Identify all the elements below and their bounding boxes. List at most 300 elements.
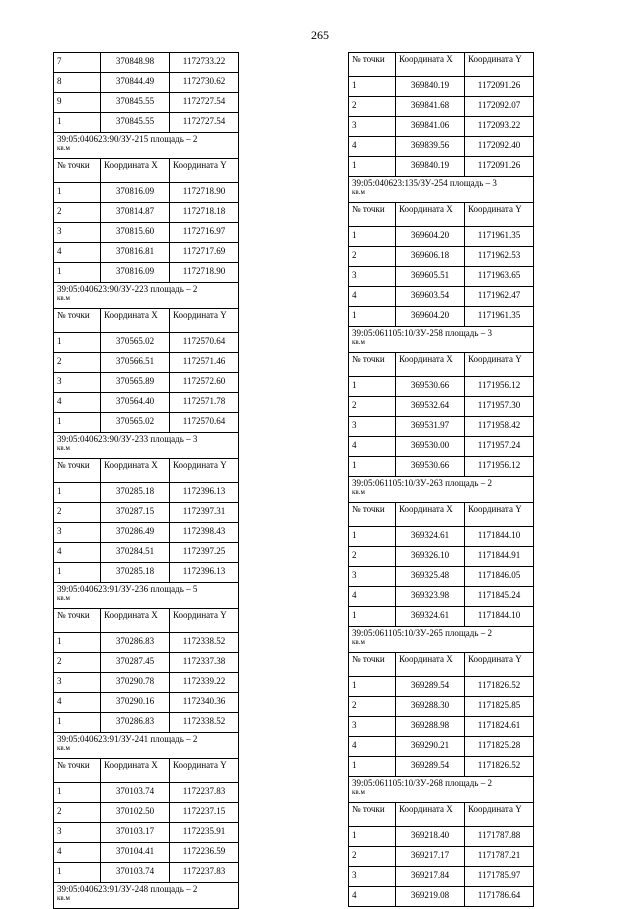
coordinate-y-header: Координата Y — [170, 309, 239, 333]
coordinate-y-cell: 1172571.78 — [170, 393, 239, 413]
coordinate-x-cell: 370848.98 — [101, 53, 170, 73]
coordinate-y-header: Координата Y — [170, 759, 239, 783]
header-row — [54, 459, 239, 483]
point-number-cell: 4 — [54, 693, 101, 713]
coordinate-y-cell: 1172733.22 — [170, 53, 239, 73]
point-number-header: № точки — [54, 159, 101, 183]
coordinate-y-header: Координата Y — [465, 653, 534, 677]
coordinate-y-cell: 1172093.22 — [465, 117, 534, 137]
table-row — [54, 243, 239, 263]
coordinate-y-cell: 1172717.69 — [170, 243, 239, 263]
coordinate-x-cell: 369326.10 — [396, 547, 465, 567]
point-number-cell: 1 — [349, 607, 396, 627]
coordinate-x-cell: 369323.98 — [396, 587, 465, 607]
table-row — [349, 847, 534, 867]
plot-title-row — [54, 433, 239, 459]
coordinate-y-cell: 1171963.65 — [465, 267, 534, 287]
coordinate-x-cell: 369289.54 — [396, 677, 465, 697]
point-number-cell: 1 — [54, 783, 101, 803]
table-row — [349, 267, 534, 287]
plot-title-cell — [54, 133, 239, 159]
table-row — [349, 867, 534, 887]
coordinate-x-cell: 369603.54 — [396, 287, 465, 307]
point-number-cell: 2 — [54, 353, 101, 373]
point-number-cell: 3 — [349, 267, 396, 287]
coordinate-x-cell: 370285.18 — [101, 483, 170, 503]
point-number-cell: 3 — [349, 867, 396, 887]
coordinate-x-cell: 370103.17 — [101, 823, 170, 843]
plot-title-cell — [349, 627, 534, 653]
point-number-cell: 2 — [54, 803, 101, 823]
point-number-cell: 1 — [349, 677, 396, 697]
coordinate-y-cell: 1172730.62 — [170, 73, 239, 93]
table-row — [349, 97, 534, 117]
table-row — [54, 693, 239, 713]
coordinate-x-cell: 370565.89 — [101, 373, 170, 393]
coordinate-y-cell: 1171787.88 — [465, 827, 534, 847]
coordinate-y-cell: 1172397.25 — [170, 543, 239, 563]
table-row — [54, 823, 239, 843]
point-number-header: № точки — [349, 653, 396, 677]
coordinate-y-header: Координата Y — [465, 53, 534, 77]
plot-title-row — [54, 133, 239, 159]
coordinate-y-cell: 1172092.07 — [465, 97, 534, 117]
coordinate-x-cell: 370564.40 — [101, 393, 170, 413]
coordinate-x-cell: 369288.30 — [396, 697, 465, 717]
plot-title-row — [349, 627, 534, 653]
plot-title-row — [349, 327, 534, 353]
plot-title: 39:05:061105:10/ЗУ-258 площадь – 3 — [352, 328, 492, 338]
point-number-cell: 1 — [54, 863, 101, 883]
plot-title-cell — [349, 327, 534, 353]
coordinate-x-cell: 370566.51 — [101, 353, 170, 373]
table-row — [54, 543, 239, 563]
coordinate-x-cell: 369841.68 — [396, 97, 465, 117]
plot-title: 39:05:040623:135/ЗУ-254 площадь – 3 — [352, 178, 497, 188]
header-row — [54, 159, 239, 183]
area-unit: кв.м — [57, 744, 70, 752]
point-number-header: № точки — [54, 309, 101, 333]
area-unit: кв.м — [57, 294, 70, 302]
plot-title: 39:05:040623:91/ЗУ-248 площадь – 2 — [57, 884, 198, 894]
table-row — [349, 397, 534, 417]
area-unit: кв.м — [352, 638, 365, 646]
header-row — [349, 203, 534, 227]
coordinate-y-cell: 1171826.52 — [465, 757, 534, 777]
plot-title-cell — [54, 283, 239, 309]
point-number-cell: 1 — [54, 263, 101, 283]
table-row — [349, 377, 534, 397]
table-row — [349, 437, 534, 457]
table-row — [349, 77, 534, 97]
table-row — [349, 827, 534, 847]
area-unit: кв.м — [57, 444, 70, 452]
coordinate-y-cell: 1172338.52 — [170, 713, 239, 733]
point-number-header: № точки — [54, 459, 101, 483]
point-number-cell: 1 — [349, 377, 396, 397]
table-row — [349, 227, 534, 247]
point-number-cell: 1 — [54, 113, 101, 133]
table-row — [349, 757, 534, 777]
point-number-cell: 1 — [54, 183, 101, 203]
plot-title: 39:05:040623:91/ЗУ-236 площадь – 5 — [57, 584, 198, 594]
area-unit: кв.м — [352, 488, 365, 496]
coordinate-y-header: Координата Y — [465, 353, 534, 377]
plot-title-row — [349, 177, 534, 203]
header-row — [54, 609, 239, 633]
coordinate-y-cell: 1171957.24 — [465, 437, 534, 457]
coordinate-x-cell: 369531.97 — [396, 417, 465, 437]
coordinate-y-cell: 1172570.64 — [170, 413, 239, 433]
coordinate-y-cell: 1172718.90 — [170, 183, 239, 203]
point-number-cell: 2 — [54, 203, 101, 223]
table-row — [349, 417, 534, 437]
plot-title: 39:05:040623:91/ЗУ-241 площадь – 2 — [57, 734, 198, 744]
coordinate-x-cell: 370816.81 — [101, 243, 170, 263]
coordinate-x-cell: 369605.51 — [396, 267, 465, 287]
table-row — [349, 737, 534, 757]
coordinate-y-cell: 1171961.35 — [465, 227, 534, 247]
table-row — [54, 113, 239, 133]
plot-title-cell — [349, 777, 534, 803]
coordinate-y-cell: 1171825.28 — [465, 737, 534, 757]
plot-title-row — [54, 583, 239, 609]
table-row — [54, 673, 239, 693]
table-row — [54, 843, 239, 863]
area-unit: кв.м — [352, 188, 365, 196]
coordinate-x-header: Координата X — [101, 309, 170, 333]
table-row — [349, 287, 534, 307]
point-number-cell: 2 — [349, 547, 396, 567]
coordinate-y-cell: 1172397.31 — [170, 503, 239, 523]
table-row — [54, 353, 239, 373]
coordinate-y-cell: 1171962.47 — [465, 287, 534, 307]
point-number-cell: 4 — [349, 437, 396, 457]
coordinate-y-cell: 1172398.43 — [170, 523, 239, 543]
coordinate-y-cell: 1172235.91 — [170, 823, 239, 843]
plot-title-row — [349, 777, 534, 803]
table-row — [349, 887, 534, 907]
area-unit: кв.м — [57, 594, 70, 602]
coordinate-x-cell: 369290.21 — [396, 737, 465, 757]
point-number-cell: 1 — [349, 77, 396, 97]
coordinate-y-cell: 1172092.40 — [465, 137, 534, 157]
coordinate-y-cell: 1172091.26 — [465, 77, 534, 97]
coordinate-x-header: Координата X — [396, 53, 465, 77]
coordinate-y-cell: 1172396.13 — [170, 483, 239, 503]
coordinate-x-cell: 370102.50 — [101, 803, 170, 823]
table-row — [54, 203, 239, 223]
table-row — [349, 247, 534, 267]
coordinate-y-cell: 1171786.64 — [465, 887, 534, 907]
table-row — [349, 137, 534, 157]
coordinate-y-cell: 1172339.22 — [170, 673, 239, 693]
coordinate-y-cell: 1172340.36 — [170, 693, 239, 713]
coordinate-y-cell: 1171846.05 — [465, 567, 534, 587]
coordinate-y-cell: 1171825.85 — [465, 697, 534, 717]
point-number-cell: 4 — [54, 543, 101, 563]
plot-title-cell — [54, 583, 239, 609]
coordinate-y-cell: 1172237.83 — [170, 863, 239, 883]
point-number-cell: 4 — [349, 737, 396, 757]
table-row — [54, 653, 239, 673]
coordinate-x-header: Координата X — [396, 503, 465, 527]
coordinate-y-cell: 1172396.13 — [170, 563, 239, 583]
table-row — [54, 563, 239, 583]
coordinate-y-cell: 1171958.42 — [465, 417, 534, 437]
coordinate-x-cell: 369217.17 — [396, 847, 465, 867]
table-row — [349, 567, 534, 587]
coordinate-x-cell: 370844.49 — [101, 73, 170, 93]
coordinate-y-cell: 1172727.54 — [170, 113, 239, 133]
point-number-cell: 4 — [349, 137, 396, 157]
table-row — [54, 413, 239, 433]
coordinate-x-cell: 369289.54 — [396, 757, 465, 777]
table-row — [54, 863, 239, 883]
coordinate-x-cell: 370816.09 — [101, 183, 170, 203]
coordinate-y-cell: 1171844.10 — [465, 527, 534, 547]
point-number-cell: 1 — [54, 483, 101, 503]
point-number-cell: 1 — [349, 307, 396, 327]
coordinate-x-header: Координата X — [101, 759, 170, 783]
plot-title: 39:05:040623:90/ЗУ-223 площадь – 2 — [57, 284, 198, 294]
coordinate-y-header: Координата Y — [170, 609, 239, 633]
coordinate-x-cell: 370814.87 — [101, 203, 170, 223]
coordinate-x-cell: 370286.83 — [101, 633, 170, 653]
point-number-cell: 3 — [54, 223, 101, 243]
header-row — [349, 503, 534, 527]
coordinate-y-cell: 1172572.60 — [170, 373, 239, 393]
point-number-header: № точки — [349, 353, 396, 377]
coordinate-y-cell: 1171956.12 — [465, 457, 534, 477]
table-row — [349, 457, 534, 477]
coordinate-x-cell: 370103.74 — [101, 783, 170, 803]
point-number-cell: 1 — [54, 333, 101, 353]
point-number-cell: 1 — [349, 527, 396, 547]
coordinate-x-cell: 370565.02 — [101, 413, 170, 433]
point-number-cell: 1 — [349, 827, 396, 847]
coordinate-y-cell: 1172338.52 — [170, 633, 239, 653]
point-number-cell: 2 — [349, 97, 396, 117]
plot-title-row — [349, 477, 534, 503]
table-row — [54, 393, 239, 413]
coordinate-x-cell: 369325.48 — [396, 567, 465, 587]
coordinate-y-cell: 1172571.46 — [170, 353, 239, 373]
page-number: 265 — [311, 28, 329, 42]
coordinate-y-cell: 1171961.35 — [465, 307, 534, 327]
coordinate-y-cell: 1172727.54 — [170, 93, 239, 113]
coordinate-x-cell: 370104.41 — [101, 843, 170, 863]
table-row — [349, 697, 534, 717]
point-number-cell: 3 — [349, 567, 396, 587]
table-row — [54, 223, 239, 243]
point-number-cell: 1 — [54, 713, 101, 733]
point-number-cell: 2 — [54, 503, 101, 523]
table-row — [54, 783, 239, 803]
point-number-header: № точки — [54, 759, 101, 783]
coordinate-x-cell: 369217.84 — [396, 867, 465, 887]
left-column — [53, 52, 231, 909]
table-row — [349, 117, 534, 137]
coordinate-x-cell: 370287.45 — [101, 653, 170, 673]
point-number-cell: 2 — [349, 397, 396, 417]
coordinate-y-cell: 1171844.10 — [465, 607, 534, 627]
coordinate-y-cell: 1172337.38 — [170, 653, 239, 673]
point-number-cell: 3 — [54, 673, 101, 693]
coordinate-x-cell: 369532.64 — [396, 397, 465, 417]
coordinate-x-cell: 369530.66 — [396, 457, 465, 477]
coordinate-y-header: Координата Y — [170, 459, 239, 483]
coordinate-x-cell: 369839.56 — [396, 137, 465, 157]
coordinate-x-cell: 370815.60 — [101, 223, 170, 243]
plot-title-row — [54, 283, 239, 309]
point-number-cell: 3 — [349, 717, 396, 737]
coordinate-y-cell: 1171785.97 — [465, 867, 534, 887]
point-number-cell: 1 — [349, 157, 396, 177]
plot-title-cell — [349, 477, 534, 503]
coordinate-y-cell: 1171957.30 — [465, 397, 534, 417]
coordinate-x-header: Координата X — [101, 459, 170, 483]
plot-title: 39:05:061105:10/ЗУ-268 площадь – 2 — [352, 778, 492, 788]
table-row — [349, 547, 534, 567]
coordinate-x-header: Координата X — [396, 803, 465, 827]
point-number-header: № точки — [54, 609, 101, 633]
coordinate-x-cell: 369530.66 — [396, 377, 465, 397]
table-row — [54, 73, 239, 93]
coordinate-y-cell: 1172237.83 — [170, 783, 239, 803]
table-row — [349, 717, 534, 737]
point-number-header: № точки — [349, 203, 396, 227]
point-number-cell: 2 — [349, 247, 396, 267]
coordinate-x-cell: 370286.49 — [101, 523, 170, 543]
coordinate-y-cell: 1171844.91 — [465, 547, 534, 567]
coordinate-x-cell: 370290.16 — [101, 693, 170, 713]
point-number-header: № точки — [349, 803, 396, 827]
coordinate-x-cell: 370286.83 — [101, 713, 170, 733]
point-number-cell: 1 — [54, 633, 101, 653]
coordinate-x-cell: 370845.55 — [101, 93, 170, 113]
area-unit: кв.м — [352, 788, 365, 796]
coordinate-x-cell: 370816.09 — [101, 263, 170, 283]
table-row — [54, 633, 239, 653]
table-row — [54, 523, 239, 543]
header-row — [349, 653, 534, 677]
plot-title-cell — [54, 733, 239, 759]
point-number-cell: 4 — [54, 393, 101, 413]
coordinate-x-cell: 370845.55 — [101, 113, 170, 133]
point-number-cell: 3 — [54, 373, 101, 393]
point-number-cell: 2 — [54, 653, 101, 673]
coordinate-y-cell: 1172237.15 — [170, 803, 239, 823]
header-row — [349, 53, 534, 77]
table-row — [349, 587, 534, 607]
coordinate-x-cell: 369604.20 — [396, 227, 465, 247]
table-row — [54, 53, 239, 73]
plot-title-cell — [54, 433, 239, 459]
coordinate-x-header: Координата X — [396, 353, 465, 377]
table-row — [54, 803, 239, 823]
coordinate-x-header: Координата X — [396, 203, 465, 227]
table-row — [54, 483, 239, 503]
coordinate-y-cell: 1171962.53 — [465, 247, 534, 267]
point-number-cell: 9 — [54, 93, 101, 113]
point-number-header: № точки — [349, 503, 396, 527]
area-unit: кв.м — [57, 144, 70, 152]
point-number-cell: 7 — [54, 53, 101, 73]
coordinate-x-cell: 369324.61 — [396, 607, 465, 627]
coordinate-y-cell: 1172716.97 — [170, 223, 239, 243]
coordinate-y-cell: 1172570.64 — [170, 333, 239, 353]
coordinate-y-cell: 1172718.90 — [170, 263, 239, 283]
coordinate-x-cell: 369841.06 — [396, 117, 465, 137]
table-row — [54, 263, 239, 283]
table-row — [349, 307, 534, 327]
table-row — [54, 713, 239, 733]
header-row — [349, 353, 534, 377]
table-row — [54, 93, 239, 113]
coordinate-y-cell: 1171845.24 — [465, 587, 534, 607]
coordinate-y-header: Координата Y — [170, 159, 239, 183]
point-number-cell: 4 — [349, 887, 396, 907]
table-row — [349, 527, 534, 547]
coordinate-y-cell: 1171824.61 — [465, 717, 534, 737]
header-row — [54, 759, 239, 783]
coordinate-x-cell: 369604.20 — [396, 307, 465, 327]
coordinate-x-cell: 369530.00 — [396, 437, 465, 457]
table-row — [54, 503, 239, 523]
coordinate-y-cell: 1172091.26 — [465, 157, 534, 177]
coordinate-x-header: Координата X — [396, 653, 465, 677]
coordinate-x-header: Координата X — [101, 609, 170, 633]
coordinates-table-right — [348, 52, 534, 907]
coordinate-x-cell: 369840.19 — [396, 157, 465, 177]
point-number-cell: 1 — [349, 757, 396, 777]
point-number-cell: 4 — [349, 587, 396, 607]
coordinate-y-cell: 1171787.21 — [465, 847, 534, 867]
point-number-cell: 1 — [54, 563, 101, 583]
coordinate-x-header: Координата X — [101, 159, 170, 183]
coordinate-x-cell: 369288.98 — [396, 717, 465, 737]
coordinate-x-cell: 370285.18 — [101, 563, 170, 583]
point-number-cell: 3 — [54, 523, 101, 543]
point-number-cell: 4 — [54, 243, 101, 263]
area-unit: кв.м — [352, 338, 365, 346]
area-unit: кв.м — [57, 894, 70, 902]
right-column — [348, 52, 526, 907]
coordinate-x-cell: 369840.19 — [396, 77, 465, 97]
point-number-cell: 3 — [349, 117, 396, 137]
point-number-cell: 4 — [54, 843, 101, 863]
header-row — [54, 309, 239, 333]
point-number-cell: 2 — [349, 847, 396, 867]
coordinate-y-header: Координата Y — [465, 503, 534, 527]
point-number-cell: 3 — [54, 823, 101, 843]
plot-title: 39:05:040623:90/ЗУ-215 площадь – 2 — [57, 134, 198, 144]
plot-title-row — [54, 733, 239, 759]
coordinate-x-cell: 370565.02 — [101, 333, 170, 353]
coordinate-y-cell: 1172236.59 — [170, 843, 239, 863]
coordinate-y-cell: 1172718.18 — [170, 203, 239, 223]
coordinate-x-cell: 370287.15 — [101, 503, 170, 523]
coordinate-x-cell: 369606.18 — [396, 247, 465, 267]
point-number-cell: 4 — [349, 287, 396, 307]
coordinates-table-left — [53, 52, 239, 909]
point-number-cell: 1 — [349, 457, 396, 477]
plot-title: 39:05:061105:10/ЗУ-263 площадь – 2 — [352, 478, 492, 488]
point-number-cell: 1 — [349, 227, 396, 247]
header-row — [349, 803, 534, 827]
plot-title: 39:05:061105:10/ЗУ-265 площадь – 2 — [352, 628, 492, 638]
